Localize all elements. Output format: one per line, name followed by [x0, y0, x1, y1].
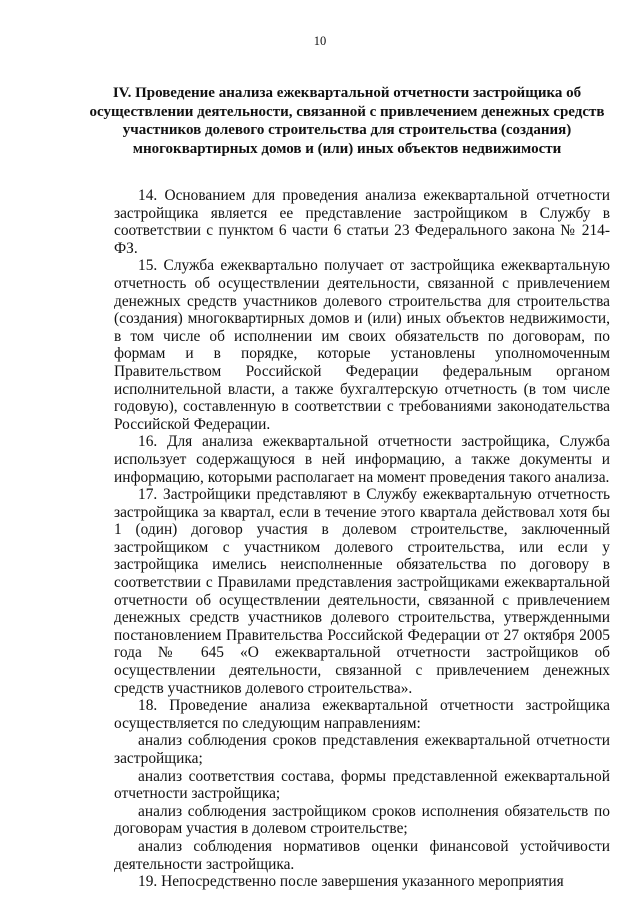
- list-item-stability: анализ соблюдения нормативов оценки финансовой устойчивости деятельности застройщика.: [114, 837, 610, 873]
- list-item-composition: анализ соответствия состава, формы представленной ежеквартальной отчетности застройщика;: [114, 767, 610, 803]
- document-body: [114, 187, 610, 891]
- paragraph-17: 17. Застройщики представляют в Службу ежеквартальную отчетность застройщика за квартал, если в течение этого квартала действовал хотя бы 1 (один) договор участия в долевом строительстве, заключенный застройщиком с участником долевого строительства, или если у застройщика имелись неисполненные обязательства по договору в соответствии с Правилами представления застройщиками ежеквартальной отчетности об осуществлении деятельности, связанной с привлечением денежных средств участников долевого строительства, утвержденными постановлением Правительства Российской Федерации от 27 октября 2005 года № 645 «О ежеквартальной отчетности застройщиков об осуществлении деятельности, связанной с привлечением денежных средств участников долевого строительства».: [114, 486, 610, 697]
- paragraph-15: 15. Служба ежеквартально получает от застройщика ежеквартальную отчетность об осуществлении деятельности, связанной с привлечением денежных средств участников долевого строительства для строительства (создания) многоквартирных домов и (или) иных объектов недвижимости, в том числе об исполнении им своих обязательств по договорам, по формам и в порядке, которые установлены уполномоченным Правительством Российской Федерации федеральным органом исполнительной власти, а также бухгалтерскую отчетность (в том числе годовую), составленную в соответствии с требованиями законодательства Российской Федерации.: [114, 257, 610, 433]
- list-item-deadlines: анализ соблюдения сроков представления ежеквартальной отчетности застройщика;: [114, 732, 610, 767]
- paragraph-18: 18. Проведение анализа ежеквартальной отчетности застройщика осуществляется по следующим направлениям:: [114, 697, 610, 732]
- section-heading: IV. Проведение анализа ежеквартальной отчетности застройщика об осуществлении деятельности, связанной с привлечением денежных средств участников долевого строительства для строительства (создания) многоквартирных домов и (или) иных объектов недвижимости: [89, 85, 605, 157]
- paragraph-14: 14. Основанием для проведения анализа ежеквартальной отчетности застройщика является ее представление застройщиком в Службу в соответствии с пунктом 6 части 6 статьи 23 Федерального закона № 214-ФЗ.: [114, 187, 610, 257]
- paragraph-19: 19. Непосредственно после завершения указанного мероприятия: [138, 873, 564, 891]
- page-number: 10: [313, 34, 327, 48]
- paragraph-16: 16. Для анализа ежеквартальной отчетности застройщика, Служба использует содержащуюся в ней информацию, а также документы и информацию, которыми располагает на момент проведения такого анализа.: [114, 433, 610, 486]
- list-item-obligations: анализ соблюдения застройщиком сроков исполнения обязательств по договорам участия в долевом строительстве;: [114, 802, 610, 838]
